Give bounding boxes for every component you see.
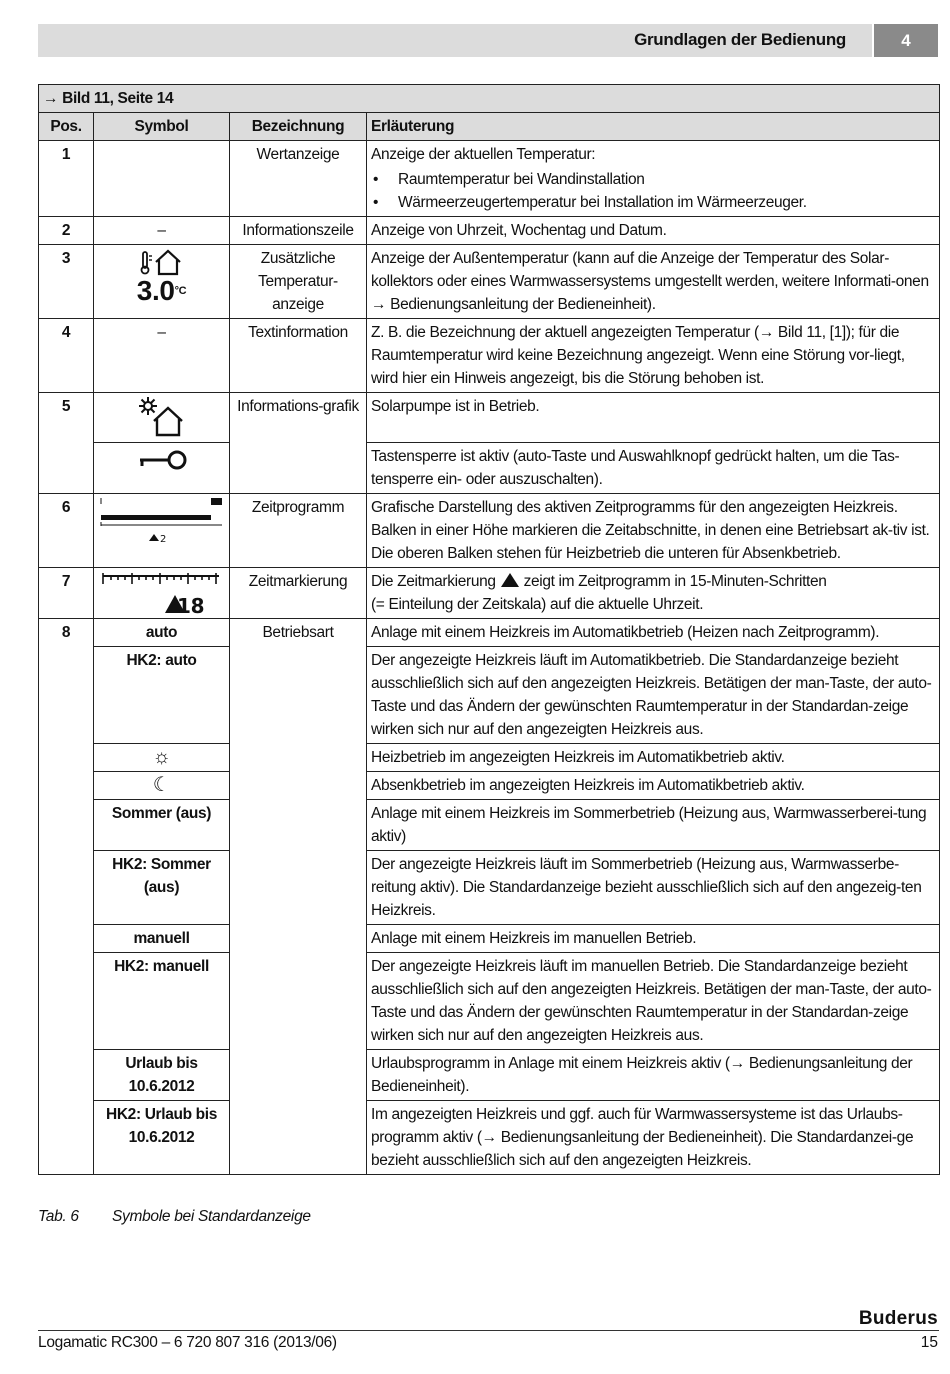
row-name: Textinformation bbox=[230, 319, 367, 393]
temp-unit: °C bbox=[174, 285, 187, 297]
mode-desc: Urlaubsprogramm in Anlage mit einem Heizkreis aktiv (→ Bedienungsanleitung der Bedieneinheit). bbox=[367, 1050, 940, 1101]
triangle-marker-icon bbox=[500, 572, 520, 588]
empty-cell bbox=[39, 800, 94, 851]
empty-cell bbox=[230, 1101, 367, 1175]
section-title: Grundlagen der Bedienung bbox=[634, 30, 846, 49]
row-desc: Grafische Darstellung des aktiven Zeitprogramms für den angezeigten Heizkreis. Balken in einer Höhe markieren die Zeitabschnitte, in denen eine Betriebsart ak-tiv ist. Die oberen Balken stehen für Heizbetrieb die unteren für Absenkbetrieb. bbox=[367, 494, 940, 568]
table-row bbox=[39, 1050, 940, 1101]
table-row bbox=[39, 443, 940, 494]
col-header-symbol: Symbol bbox=[94, 113, 230, 141]
row-pos: 5 bbox=[39, 393, 94, 494]
table-row bbox=[39, 744, 940, 772]
row-name: Zeitmarkierung bbox=[230, 568, 367, 619]
row-pos: 1 bbox=[39, 141, 94, 217]
key-lock-icon bbox=[136, 445, 188, 475]
row-desc-pre: Die Zeitmarkierung bbox=[371, 573, 496, 590]
row-pos: 8 bbox=[39, 619, 94, 647]
mode-desc: Absenkbetrieb im angezeigten Heizkreis im Automatikbetrieb aktiv. bbox=[367, 772, 940, 800]
row-desc: Anzeige von Uhrzeit, Wochentag und Datum. bbox=[367, 217, 940, 245]
bullet-item: • Raumtemperatur bei Wandinstallation bbox=[371, 168, 935, 191]
row-pos: 3 bbox=[39, 245, 94, 319]
mode-desc: Anlage mit einem Heizkreis im Sommerbetrieb (Heizung aus, Warmwasserberei-tung aktiv) bbox=[367, 800, 940, 851]
section-number: 4 bbox=[874, 24, 938, 57]
mode-desc: Der angezeigte Heizkreis läuft im Sommerbetrieb (Heizung aus, Warmwasserbe-reitung aktiv). Die Standardanzeige bezieht ausschließlich sich auf den angezeig-ten Heizkreis. bbox=[367, 851, 940, 925]
row-symbol bbox=[94, 568, 230, 619]
table-row bbox=[39, 800, 940, 851]
empty-cell bbox=[230, 772, 367, 800]
empty-cell bbox=[230, 851, 367, 925]
col-header-pos: Pos. bbox=[39, 113, 94, 141]
empty-cell bbox=[39, 851, 94, 925]
mode-desc: Anlage mit einem Heizkreis im manuellen Betrieb. bbox=[367, 925, 940, 953]
empty-cell bbox=[39, 925, 94, 953]
mode-symbol: HK2: auto bbox=[94, 647, 230, 744]
empty-cell bbox=[39, 953, 94, 1050]
row-symbol: – bbox=[94, 217, 230, 245]
row-name: Informationszeile bbox=[230, 217, 367, 245]
table-row bbox=[39, 619, 940, 647]
mode-symbol: manuell bbox=[94, 925, 230, 953]
footer-doc-id: Logamatic RC300 – 6 720 807 316 (2013/06) bbox=[38, 1334, 337, 1351]
time-program-icon bbox=[99, 496, 225, 546]
mode-desc: Im angezeigten Heizkreis und ggf. auch für Warmwassersysteme ist das Urlaubs-programm aktiv (→ Bedienungsanleitung der Bedieneinheit). Die Standardanzei-ge bezieht ausschließlich sich auf den angezeigten Heizkreis. bbox=[367, 1101, 940, 1175]
temp-value: 3.0 bbox=[136, 275, 175, 306]
empty-cell bbox=[230, 953, 367, 1050]
mode-desc: Anlage mit einem Heizkreis im Automatikbetrieb (Heizen nach Zeitprogramm). bbox=[367, 619, 940, 647]
footer-divider bbox=[38, 1330, 939, 1331]
row-desc-text: Anzeige der aktuellen Temperatur: bbox=[371, 146, 596, 163]
empty-cell bbox=[39, 772, 94, 800]
row-symbol bbox=[94, 393, 230, 443]
caption-label: Tab. 6 bbox=[38, 1208, 79, 1225]
row-pos: 2 bbox=[39, 217, 94, 245]
table-row bbox=[39, 141, 940, 217]
mode-desc: Der angezeigte Heizkreis läuft im manuellen Betrieb. Die Standardanzeige bezieht ausschließlich sich auf den angezeigten Heizkreis. Betätigen der man-Taste, der auto-Taste und das Ändern der gewünschten Raumtemperatur in der Standardan-zeige wirken sich nur auf den angezeigten Heizkreis aus. bbox=[367, 953, 940, 1050]
table-row bbox=[39, 494, 940, 568]
table-row bbox=[39, 851, 940, 925]
row-desc: Solarpumpe ist in Betrieb. bbox=[367, 393, 940, 443]
empty-cell bbox=[39, 744, 94, 772]
empty-cell bbox=[39, 1050, 94, 1101]
row-symbol bbox=[94, 443, 230, 494]
row-desc: Anzeige der Außentemperatur (kann auf die Anzeige der Temperatur des Solar-kollektors oder eines Warmwassersystems umgestellt werden, weitere Informati-onen → Bedienungsanleitung der Bedieneinheit). bbox=[367, 245, 940, 319]
program-icon-label: 2 bbox=[159, 534, 166, 545]
table-header-row bbox=[39, 113, 940, 141]
row-symbol: – bbox=[94, 319, 230, 393]
table-row bbox=[39, 647, 940, 744]
row-pos: 6 bbox=[39, 494, 94, 568]
empty-cell bbox=[230, 744, 367, 772]
buderus-logo: Buderus bbox=[858, 1308, 938, 1329]
mode-symbol: HK2: Sommer (aus) bbox=[94, 851, 230, 925]
mode-symbol: HK2: Urlaub bis 10.6.2012 bbox=[94, 1101, 230, 1175]
row-pos: 4 bbox=[39, 319, 94, 393]
mode-desc: Heizbetrieb im angezeigten Heizkreis im Automatikbetrieb aktiv. bbox=[367, 744, 940, 772]
page-number: 15 bbox=[920, 1334, 938, 1351]
table-row bbox=[39, 1101, 940, 1175]
empty-cell bbox=[39, 1101, 94, 1175]
row-desc-line2: (= Einteilung der Zeitskala) auf die aktuelle Uhrzeit. bbox=[371, 596, 704, 613]
table-row bbox=[39, 568, 940, 619]
row-name: Informations-grafik bbox=[230, 393, 367, 494]
row-symbol-empty bbox=[94, 141, 230, 217]
empty-cell bbox=[39, 647, 94, 744]
empty-cell bbox=[230, 1050, 367, 1101]
outdoor-temp-display bbox=[98, 277, 225, 305]
bullet-list bbox=[371, 168, 935, 214]
table-caption bbox=[38, 1208, 311, 1226]
table-row bbox=[39, 217, 940, 245]
caption-text: Symbole bei Standardanzeige bbox=[112, 1208, 311, 1225]
col-header-name: Bezeichnung bbox=[230, 113, 367, 141]
time-marker-icon bbox=[99, 570, 225, 616]
row-name: Betriebsart bbox=[230, 619, 367, 647]
mode-symbol: HK2: manuell bbox=[94, 953, 230, 1050]
table-row bbox=[39, 245, 940, 319]
row-symbol bbox=[94, 494, 230, 568]
sun-icon: ☼ bbox=[94, 744, 230, 772]
empty-cell bbox=[230, 647, 367, 744]
row-pos: 7 bbox=[39, 568, 94, 619]
row-desc: Z. B. die Bezeichnung der aktuell angezeigten Temperatur (→ Bild 11, [1]); für die Raumtemperatur wird keine Bezeichnung angezeigt. Wenn eine Störung vor-liegt, wird hier ein Hinweis angezeigt, bis die Störung behoben ist. bbox=[367, 319, 940, 393]
sun-house-icon bbox=[136, 395, 188, 437]
symbol-table bbox=[38, 84, 940, 1175]
row-desc bbox=[367, 568, 940, 619]
marker-icon-label: 18 bbox=[176, 594, 204, 616]
empty-cell bbox=[230, 800, 367, 851]
row-name: Zeitprogramm bbox=[230, 494, 367, 568]
table-row bbox=[39, 393, 940, 443]
bullet-item: • Wärmeerzeugertemperatur bei Installation im Wärmeerzeuger. bbox=[371, 191, 935, 214]
mode-symbol: Urlaub bis 10.6.2012 bbox=[94, 1050, 230, 1101]
moon-icon: ☾ bbox=[94, 772, 230, 800]
row-desc-post: zeigt im Zeitprogramm in 15-Minuten-Schritten bbox=[523, 573, 827, 590]
table-row bbox=[39, 953, 940, 1050]
row-name: Wertanzeige bbox=[230, 141, 367, 217]
empty-cell bbox=[230, 925, 367, 953]
row-symbol bbox=[94, 245, 230, 319]
row-desc bbox=[367, 141, 940, 217]
table-row bbox=[39, 319, 940, 393]
mode-symbol: auto bbox=[94, 619, 230, 647]
table-row bbox=[39, 772, 940, 800]
mode-desc: Der angezeigte Heizkreis läuft im Automatikbetrieb. Die Standardanzeige bezieht ausschließlich sich auf den angezeigten Heizkreis. Betätigen der man-Taste, der auto-Taste und das Ändern der gewünschten Raumtemperatur in der Standardan-zeige wirken sich nur auf den angezeigten Heizkreis aus. bbox=[367, 647, 940, 744]
mode-symbol: Sommer (aus) bbox=[94, 800, 230, 851]
col-header-desc: Erläuterung bbox=[367, 113, 940, 141]
table-reference: → Bild 11, Seite 14 bbox=[39, 85, 940, 113]
row-desc: Tastensperre ist aktiv (auto-Taste und Auswahlknopf gedrückt halten, um die Tas-tensperre ein- oder auszuschalten). bbox=[367, 443, 940, 494]
row-name: Zusätzliche Temperatur-anzeige bbox=[230, 245, 367, 319]
thermometer-house-icon bbox=[140, 247, 184, 277]
table-row bbox=[39, 925, 940, 953]
